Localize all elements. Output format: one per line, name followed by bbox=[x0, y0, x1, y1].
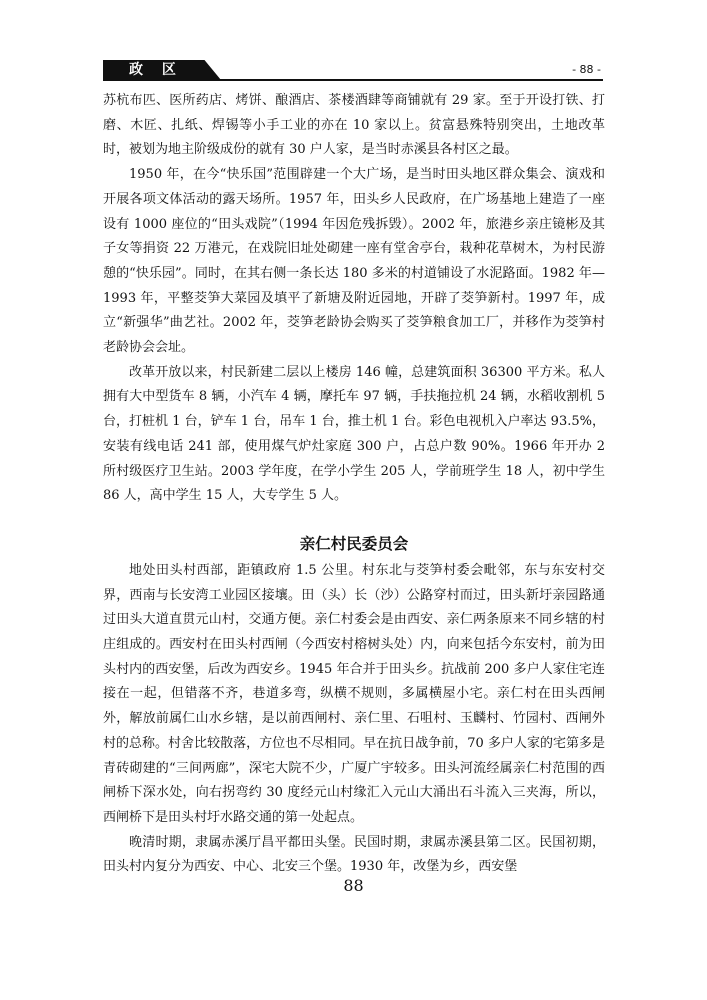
paragraph: 改革开放以来，村民新建二层以上楼房 146 幢，总建筑面积 36300 平方米。私人拥有大中型货车 8 辆，小汽车 4 辆，摩托车 97 辆，手扶拖拉机 24 辆，水稻收割机 5 台，打桩机 1 台，铲车 1 台，吊车 1 台，推土机 1 台。彩色电视机入户率达 93.5%，安装有线电话 241 部，使用煤气炉灶家庭 300 户，占总户数 90%。1966 年开办 2 所村级医疗卫生站。2003 学年度，在学小学生 205 人，学前班学生 18 人，初中学生 86 人，高中学生 15 人，大专学生 5 人。 bbox=[103, 364, 605, 504]
section-label: 政 区 bbox=[129, 62, 183, 78]
paragraph: 1950 年，在今“快乐国”范围辟建一个大广场，是当时田头地区群众集会、演戏和开展各项文体活动的露天场所。1957 年，田头乡人民政府，在广场基地上建造了一座设有 1000 座位的“田头戏院”（1994 年因危残拆毁）。2002 年，旅港乡亲庄镜彬及其子女等捐资 22 万港元，在戏院旧址处砌建一座有堂舍亭台，栽种花草树木，为村民游憩的“快乐园”。同时，在其右侧一条长达 180 多米的村道铺设了水泥路面。1982 年—1993 年，平整茭笋大菜园及填平了新塘及附近园地，开辟了茭笋新村。1997 年，成立“新强华”曲艺社。2002 年，茭笋老龄协会购买了茭笋粮食加工厂，并移作为茭笋村老龄协会会址。 bbox=[103, 167, 605, 356]
section-heading: 亲仁村民委员会 bbox=[299, 534, 409, 553]
footer-page-number: 88 bbox=[343, 876, 364, 895]
paragraph: 晚清时期，隶属赤溪厅昌平都田头堡。民国时期，隶属赤溪县第二区。民国初期，田头村内复分为西安、中心、北安三个堡。1930 年，改堡为乡，西安堡 bbox=[103, 834, 605, 875]
body-text bbox=[103, 89, 605, 880]
paragraph: 苏杭布匹、医所药店、烤饼、酿酒店、茶楼酒肆等商铺就有 29 家。至于开设打铁、打磨、木匠、扎纸、焊锡等小手工业的亦在 10 家以上。贫富悬殊特别突出，土地改革时，被划为地主阶级成份的就有 30 户人家，是当时赤溪县各村区之最。 bbox=[103, 93, 605, 158]
header-page-number: - 88 - bbox=[572, 63, 601, 76]
running-header bbox=[103, 60, 603, 80]
paragraph: 地处田头村西部，距镇政府 1.5 公里。村东北与茭笋村委会毗邻，东与东安村交界，西南与长安湾工业园区接壤。田（头）长（沙）公路穿村而过，田头新圩亲园路通过田头大道直贯元山村，交通方便。亲仁村委会是由西安、亲仁两条原来不同乡辖的村庄组成的。西安村在田头村西闸（今西安村榕树头处）内，向来包括今东安村，前为田头村内的西安堡，后改为西安乡。1945 年合并于田头乡。抗战前 200 多户人家住宅连接在一起，但错落不齐，巷道多弯，纵横不规则，多属横屋小宅。亲仁村在田头西闸外，解放前属仁山水乡辖，是以前西闸村、亲仁里、石咀村、玉麟村、竹园村、西闸外村的总称。村舍比较散落，方位也不尽相同。早在抗日战争前，70 多户人家的宅第多是青砖砌建的“三间两廊”，深宅大院不少，广厦广宇较多。田头河流经属亲仁村范围的西闸桥下深水处，向右拐弯约 30 度经元山村缘汇入元山大涌出石斗流入三夹海，所以，西闸桥下是田头村圩水路交通的第一处起点。 bbox=[103, 562, 605, 825]
header-rule bbox=[103, 79, 603, 81]
